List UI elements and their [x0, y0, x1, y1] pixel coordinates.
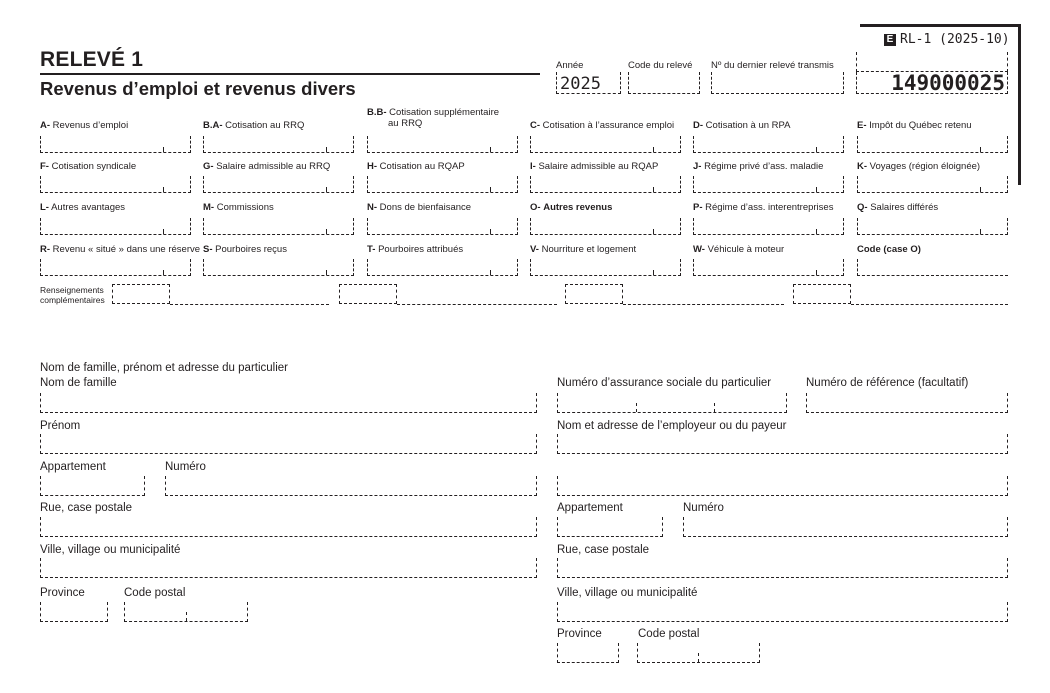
renseignements-code-3[interactable] [565, 284, 623, 304]
box-p-field[interactable] [693, 218, 844, 235]
employeur-appartement-label: Appartement [557, 502, 623, 514]
box-o-label: O- Autres revenus [530, 202, 613, 213]
code-postal-field[interactable] [124, 602, 248, 622]
employeur-province-label: Province [557, 628, 602, 640]
employeur-ville-field[interactable] [557, 602, 1008, 622]
employeur-rue-label: Rue, case postale [557, 544, 650, 556]
releve-number-upper-box [856, 52, 1008, 72]
numero-label: Numéro [165, 461, 206, 473]
box-c-label: C- Cotisation à l’assurance emploi [530, 120, 675, 131]
code-releve-label: Code du relevé [628, 60, 693, 71]
dernier-releve-field[interactable] [711, 72, 844, 94]
renseignements-label: Renseignements complémentaires [40, 285, 105, 305]
employeur-code-postal-field[interactable] [637, 643, 760, 663]
province-label: Province [40, 587, 85, 599]
dernier-releve-label: Nº du dernier relevé transmis [711, 60, 834, 71]
renseignements-amount-1[interactable] [170, 304, 329, 305]
box-bb-label: B.B- Cotisation supplémentaire au RRQ [367, 107, 500, 129]
renseignements-code-2[interactable] [339, 284, 397, 304]
employeur-province-field[interactable] [557, 643, 619, 663]
box-e-label: E- Impôt du Québec retenu [857, 120, 972, 131]
employeur-appartement-field[interactable] [557, 517, 663, 537]
box-g-field[interactable] [203, 176, 354, 193]
employeur-nom-field[interactable] [557, 434, 1008, 454]
prenom-field[interactable] [40, 434, 537, 454]
box-m-field[interactable] [203, 218, 354, 235]
employeur-numero-field[interactable] [683, 517, 1008, 537]
box-i-label: I- Salaire admissible au RQAP [530, 161, 659, 172]
box-f-label: F- Cotisation syndicale [40, 161, 137, 172]
ville-field[interactable] [40, 558, 537, 578]
rue-field[interactable] [40, 517, 537, 537]
box-c-field[interactable] [530, 136, 681, 153]
nom-famille-label: Nom de famille [40, 377, 117, 389]
box-l-field[interactable] [40, 218, 191, 235]
box-l-label: L- Autres avantages [40, 202, 126, 213]
box-bb-field[interactable] [367, 136, 518, 153]
annee-field[interactable] [556, 72, 621, 94]
box-a-field[interactable] [40, 136, 191, 153]
appartement-label: Appartement [40, 461, 106, 473]
form-language-badge: E [884, 34, 896, 46]
box-a-label: A- Revenus d’emploi [40, 120, 129, 131]
form-subtitle: Revenus d’emploi et revenus divers [40, 78, 356, 99]
employeur-nom-field-2[interactable] [557, 476, 1008, 496]
renseignements-code-4[interactable] [793, 284, 851, 304]
nas-field[interactable] [557, 393, 787, 413]
box-d-label: D- Cotisation à un RPA [693, 120, 791, 131]
box-ba-label: B.A- Cotisation au RRQ [203, 120, 305, 131]
form-code [884, 32, 1010, 47]
form-code-text: RL-1 (2025-10) [900, 32, 1010, 47]
box-f-field[interactable] [40, 176, 191, 193]
box-k-label: K- Voyages (région éloignée) [857, 161, 981, 172]
box-r-label: R- Revenu « situé » dans une réserve [40, 244, 201, 255]
releve-number-field [856, 72, 1008, 94]
employeur-nom-adresse-label: Nom et adresse de l’employeur ou du payeur [557, 420, 787, 432]
box-k-field[interactable] [857, 176, 1008, 193]
code-postal-label: Code postal [124, 587, 186, 599]
renseignements-code-1[interactable] [112, 284, 170, 304]
box-h-field[interactable] [367, 176, 518, 193]
box-j-field[interactable] [693, 176, 844, 193]
corner-mark-right [1018, 24, 1021, 185]
box-i-field[interactable] [530, 176, 681, 193]
box-t-label: T- Pourboires attribués [367, 244, 464, 255]
box-m-label: M- Commissions [203, 202, 274, 213]
box-g-label: G- Salaire admissible au RRQ [203, 161, 331, 172]
box-v-field[interactable] [530, 259, 681, 276]
box-w-field[interactable] [693, 259, 844, 276]
employeur-rue-field[interactable] [557, 558, 1008, 578]
nas-label: Numéro d’assurance sociale du particulier [557, 377, 772, 389]
box-s-field[interactable] [203, 259, 354, 276]
code-releve-field[interactable] [628, 72, 700, 94]
box-d-field[interactable] [693, 136, 844, 153]
box-e-field[interactable] [857, 136, 1008, 153]
box-v-label: V- Nourriture et logement [530, 244, 637, 255]
box-code-o-label: Code (case O) [857, 244, 921, 255]
prenom-label: Prénom [40, 420, 81, 432]
particulier-section-title: Nom de famille, prénom et adresse du particulier [40, 362, 289, 374]
renseignements-amount-3[interactable] [623, 304, 784, 305]
box-o-field[interactable] [530, 218, 681, 235]
form-title: RELEVÉ 1 [40, 48, 144, 71]
employeur-code-postal-label: Code postal [638, 628, 700, 640]
appartement-field[interactable] [40, 476, 145, 496]
box-j-label: J- Régime privé d’ass. maladie [693, 161, 824, 172]
rue-label: Rue, case postale [40, 502, 133, 514]
annee-value: 2025 [560, 74, 601, 94]
box-ba-field[interactable] [203, 136, 354, 153]
box-q-label: Q- Salaires différés [857, 202, 939, 213]
title-divider [40, 73, 540, 75]
employeur-ville-label: Ville, village ou municipalité [557, 587, 698, 599]
releve-number: 149000025 [891, 71, 1005, 95]
province-field[interactable] [40, 602, 108, 622]
box-r-field[interactable] [40, 259, 191, 276]
employeur-numero-label: Numéro [683, 502, 724, 514]
annee-label: Année [556, 60, 584, 71]
renseignements-amount-2[interactable] [397, 304, 557, 305]
nom-famille-field[interactable] [40, 393, 537, 413]
box-t-field[interactable] [367, 259, 518, 276]
renseignements-amount-4[interactable] [851, 304, 1008, 305]
box-n-label: N- Dons de bienfaisance [367, 202, 472, 213]
box-h-label: H- Cotisation au RQAP [367, 161, 465, 172]
reference-field[interactable] [806, 393, 1008, 413]
ville-label: Ville, village ou municipalité [40, 544, 181, 556]
box-q-field[interactable] [857, 218, 1008, 235]
box-n-field[interactable] [367, 218, 518, 235]
box-s-label: S- Pourboires reçus [203, 244, 287, 255]
box-w-label: W- Véhicule à moteur [693, 244, 785, 255]
numero-field[interactable] [165, 476, 537, 496]
box-code-o-field[interactable] [857, 259, 1008, 276]
box-p-label: P- Régime d’ass. interentreprises [693, 202, 834, 213]
reference-label: Numéro de référence (facultatif) [806, 377, 969, 389]
corner-mark-top [860, 24, 1021, 27]
